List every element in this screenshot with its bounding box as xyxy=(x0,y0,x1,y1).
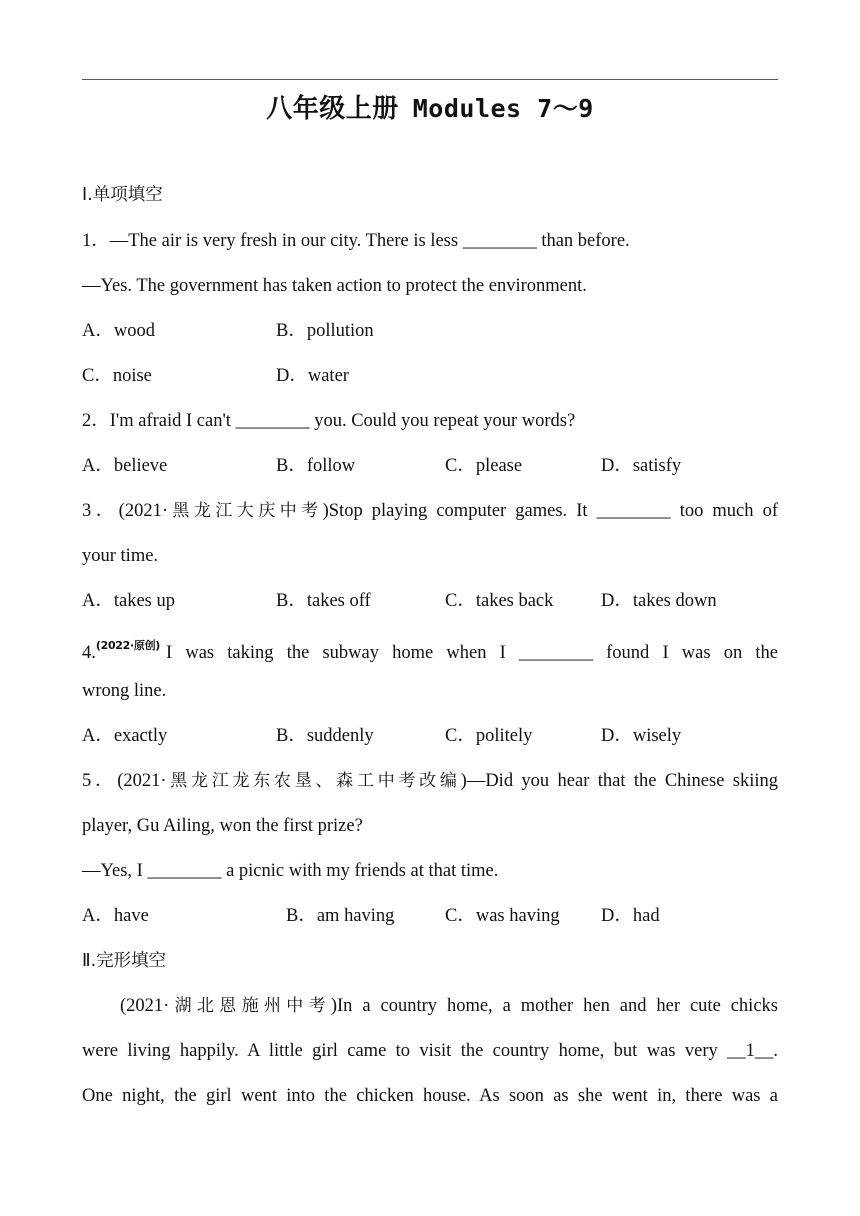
passage-line-2-text: were living happily. A little girl came to visit the country home, but was very xyxy=(82,1041,718,1061)
q4-original-badge: (2022·原创) xyxy=(95,639,161,652)
passage-source-open: (2021· xyxy=(120,996,170,1016)
q4-option-a: A．exactly xyxy=(82,726,168,746)
section-heading-multiple-choice: Ⅰ.单项填空 xyxy=(82,185,163,205)
q3-option-c: C．takes back xyxy=(445,591,554,611)
q4-option-d: D．wisely xyxy=(601,726,682,746)
passage-source: 湖北恩施州中考 xyxy=(169,996,331,1016)
question-1-stem: 1．—The air is very fresh in our city. There is less ________ than before. xyxy=(82,231,630,251)
q5-number: 5．(2021· xyxy=(82,771,167,791)
title-chinese: 八年级上册 xyxy=(266,94,399,123)
title-english: Modules 7～9 xyxy=(412,94,594,123)
passage-line-2-end: . xyxy=(773,1041,778,1061)
q2-option-d: D．satisfy xyxy=(601,456,682,476)
q3-option-a: A．takes up xyxy=(82,591,175,611)
q4-stem-text: I was taking the subway home when I ________ found I was on the xyxy=(166,643,778,663)
q3-option-b: B．takes off xyxy=(276,591,371,611)
header-rule xyxy=(82,79,778,80)
q4-option-c: C．politely xyxy=(445,726,533,746)
q1-option-d: D．water xyxy=(276,366,349,386)
passage-line-3: One night, the girl went into the chicken house. As soon as she went in, there was a xyxy=(82,1086,778,1106)
q5-option-b: B．am having xyxy=(286,906,395,926)
q5-option-a: A．have xyxy=(82,906,149,926)
q3-number: 3．(2021· xyxy=(82,501,168,521)
question-4-stem xyxy=(82,634,778,665)
passage-line-1-text: )In a country home, a mother hen and her cute chicks xyxy=(330,996,778,1016)
question-3-stem-line2: your time. xyxy=(82,546,159,566)
q5-option-c: C．was having xyxy=(445,906,560,926)
q2-option-a: A．believe xyxy=(82,456,168,476)
question-3-stem xyxy=(82,499,778,523)
cloze-blank-1: __1__ xyxy=(727,1041,774,1061)
q3-stem-text: )Stop playing computer games. It ________ too much of xyxy=(322,501,779,521)
page-title xyxy=(0,88,860,125)
q3-source: 黑龙江大庆中考 xyxy=(167,501,323,521)
q5-option-d: D．had xyxy=(601,906,660,926)
q5-stem-text: )—Did you hear that the Chinese skiing xyxy=(460,771,779,791)
q4-number: 4. xyxy=(82,643,96,663)
q3-option-d: D．takes down xyxy=(601,591,717,611)
question-5-stem xyxy=(82,769,778,793)
q1-option-c: C．noise xyxy=(82,366,152,386)
q4-option-b: B．suddenly xyxy=(276,726,374,746)
q1-option-a: A．wood xyxy=(82,321,155,341)
question-1-reply: —Yes. The government has taken action to protect the environment. xyxy=(82,276,587,296)
q1-option-b: B．pollution xyxy=(276,321,374,341)
question-2-stem: 2．I'm afraid I can't ________ you. Could you repeat your words? xyxy=(82,411,576,431)
section-heading-cloze: Ⅱ.完形填空 xyxy=(82,951,167,971)
q5-source: 黑龙江龙东农垦、森工中考改编 xyxy=(166,771,461,791)
q2-option-c: C．please xyxy=(445,456,523,476)
question-5-reply: —Yes, I ________ a picnic with my friends at that time. xyxy=(82,861,499,881)
question-4-stem-line2: wrong line. xyxy=(82,681,167,701)
passage-line-2 xyxy=(82,1039,778,1063)
question-5-stem-line2: player, Gu Ailing, won the first prize? xyxy=(82,816,363,836)
q2-option-b: B．follow xyxy=(276,456,356,476)
passage-line-1 xyxy=(82,994,778,1018)
